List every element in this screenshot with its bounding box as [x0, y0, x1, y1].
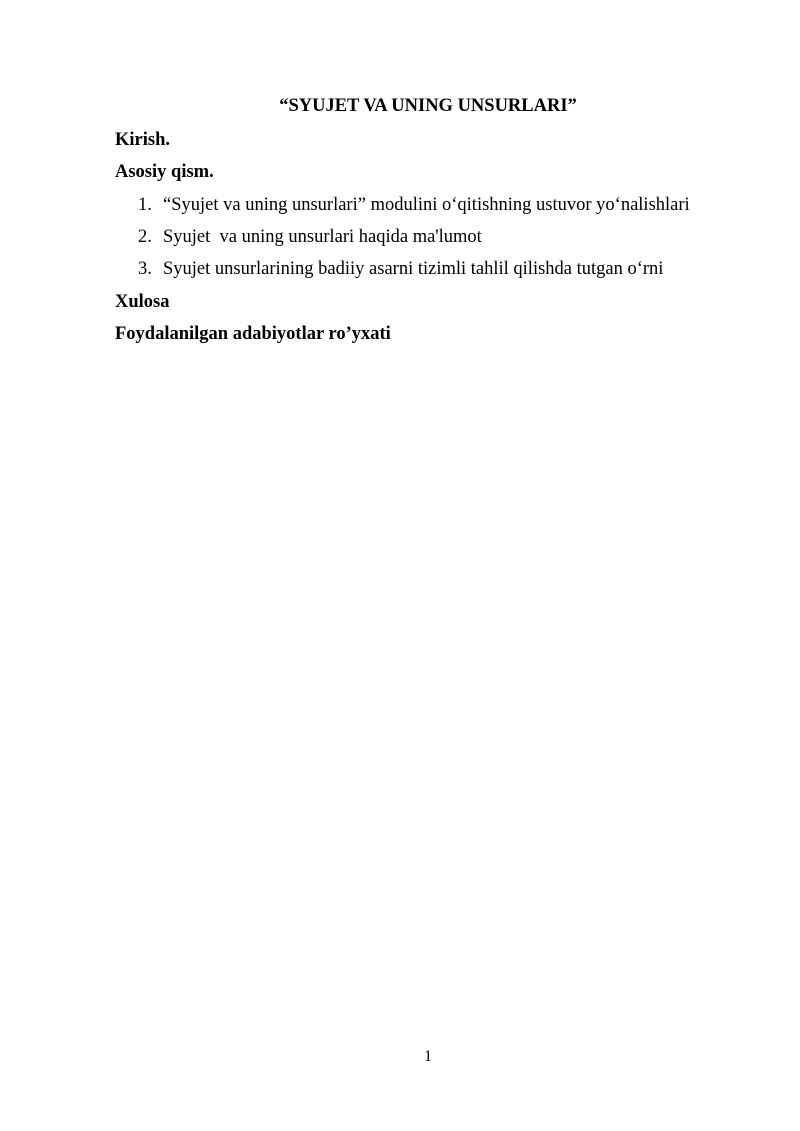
- document-title: “SYUJET VA UNING UNSURLARI”: [279, 96, 577, 116]
- main-part-heading: Asosiy qism.: [115, 162, 214, 182]
- page-number: 1: [424, 1048, 432, 1065]
- list-item-number: 3.: [138, 259, 152, 279]
- conclusion-heading: Xulosa: [115, 292, 170, 312]
- list-item-text: Syujet va uning unsurlari haqida ma'lumot: [163, 227, 482, 247]
- list-item-text: “Syujet va uning unsurlari” modulini o‘qitishning ustuvor yo‘nalishlari: [163, 195, 690, 215]
- list-item: [138, 257, 663, 281]
- references-heading: Foydalanilgan adabiyotlar ro’yxati: [115, 324, 391, 344]
- list-item: [138, 225, 482, 249]
- list-item-number: 1.: [138, 195, 152, 215]
- list-item: [138, 193, 690, 217]
- introduction-heading: Kirish.: [115, 130, 170, 150]
- list-item-number: 2.: [138, 227, 152, 247]
- list-item-text: Syujet unsurlarining badiiy asarni tizimli tahlil qilishda tutgan o‘rni: [163, 259, 664, 279]
